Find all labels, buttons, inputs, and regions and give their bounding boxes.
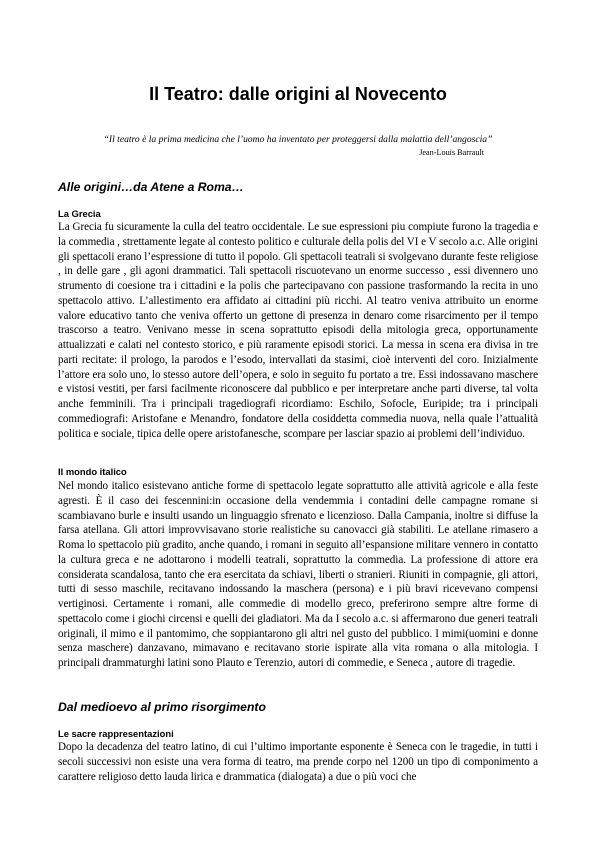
subsection-heading-italic-world: Il mondo italico (58, 466, 127, 477)
subsection-heading-sacred-plays: Le sacre rappresentazioni (58, 728, 174, 739)
page-title: Il Teatro: dalle origini al Novecento (149, 84, 447, 104)
epigraph-author: Jean-Louis Barrault (419, 148, 484, 157)
section-heading-origins: Alle origini…da Atene a Roma… (58, 180, 244, 194)
epigraph-quote: “Il teatro è la prima medicina che l’uomo ha inventato per proteggersi dalla malattia dell’angoscia” (103, 134, 493, 145)
paragraph-greece: La Grecia fu sicuramente la culla del teatro occidentale. Le sue espressioni piu compiute furono la tragedia e la commedia , strettamente legate al contesto politico e culturale della polis del VI e V secolo a.c. Alle origini gli spettacoli erano l’espressione di tutto il popolo. Gli spettacoli teatrali si svolgevano durante feste religiose , in delle gare , gli agoni drammatici. Tali spettacoli riscuotevano un enorme successo , essi divennero uno strumento di coesione tra i cittadini e la polis che partecipavano con passione trasformando la recita in uno spettacolo attivo. L’allestimento era affidato ai cittadini più ricchi. Al teatro veniva attribuito un enorme valore educativo tanto che veniva offerto un gettone di presenza in denaro come risarcimento per il tempo trascorso a teatro. Venivano messe in scena soprattutto episodi della mitologia greca, opportunamente attualizzati e calati nel contesto storico, e più raramente episodi storici. La messa in scena era divisa in tre parti recitate: il prologo, la parodos e l’esodo, intervallati da stasimi, cioè interventi del coro. Inizialmente l’attore era solo uno, lo stesso autore dell’opera, e solo in seguito fu portato a tre. Essi indossavano maschere e vistosi vestiti, per farsi facilmente riconoscere dal pubblico e per interpretare anche parti diverse, tal volta anche femminili. Tra i principali tragediografi ricordiamo: Eschilo, Sofocle, Euripide; tra i principali commediografi: Aristofane e Menandro, fondatore della cosiddetta commedia nuova, nella quale l’attualità politica e sociale, tipica delle opere aristofanesche, scompare per lasciar spazio ai problemi dell’individuo. (58, 221, 538, 440)
paragraph-italic-world: Nel mondo italico esistevano antiche forme di spettacolo legate soprattutto alle attività agricole e alla feste agresti. È il caso dei fescennini:in occasione della vendemmia i contadini delle campagne romane si scambiavano burle e insulti usando un linguaggio sfrenato e licenzioso. Dalla Campania, inoltre si diffuse la farsa atellana. Gli attori improvvisavano storie realistiche su canovacci già stabiliti. Le atellane rimasero a Roma lo spettacolo più gradito, anche quando, i romani in seguito all’espansione militare vennero in contatto la cultura greca e ne adottarono i modelli teatrali, soprattutto la commedia. La professione di attore era considerata scandalosa, tanto che era esercitata da schiavi, liberti o stranieri. Riuniti in compagnie, gli attori, tutti di sesso maschile, recitavano indossando la maschera (persona) e i più bravi ricevevano compensi vertiginosi. Certamente i romani, alle commedie di modello greco, preferirono sempre altre forme di spettacolo come i giochi circensi e quelli dei gladiatori. Ma da I secolo a.c. si affermarono due generi teatrali originali, il mimo e il pantomimo, che soppiantarono gli altri nel gusto del pubblico. I mimi(uomini e donne senza maschere) danzavano, mimavano e recitavano storie ispirate alla vita romana o alla mitologia. I principali drammaturghi latini sono Plauto e Terenzio, autori di commedie, e Seneca , autore di tragedie. (58, 480, 538, 669)
paragraph-sacred-plays: Dopo la decadenza del teatro latino, di cui l’ultimo importante esponente è Seneca con le tragedie, in tutti i secoli successivi non esiste una vera forma di teatro, ma prende corpo nel 1200 un tipo di componimento a carattere religioso detto lauda lirica e drammatica (dialogata) a due o più voci che (58, 741, 538, 783)
section-heading-middle-ages: Dal medioevo al primo risorgimento (58, 700, 266, 714)
subsection-heading-greece: La Grecia (58, 208, 101, 219)
